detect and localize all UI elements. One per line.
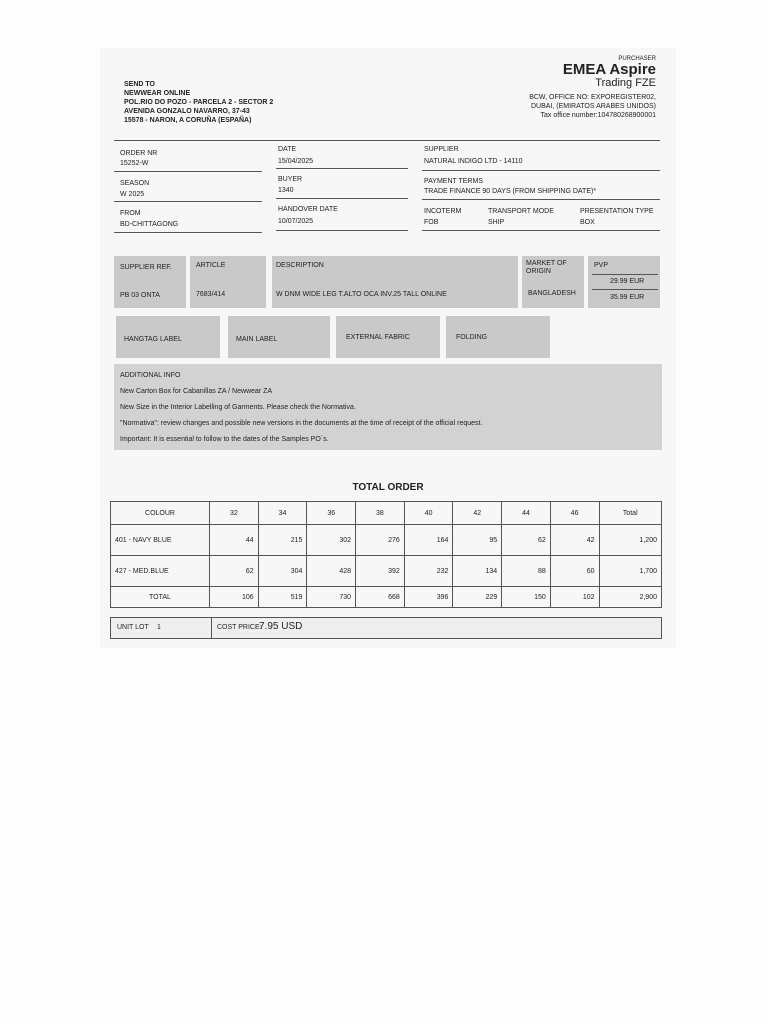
external-fabric-label: EXTERNAL FABRIC bbox=[346, 334, 410, 341]
additional-info-line2: New Size in the Interior Labelling of Garments. Please check the Normativa. bbox=[120, 404, 356, 411]
table-header-row bbox=[111, 502, 662, 525]
purchaser-tax: Tax office number:104780268900001 bbox=[540, 112, 656, 119]
pvp-value-2: 35.99 EUR bbox=[610, 294, 645, 301]
pvp-value-1: 29.99 EUR bbox=[610, 278, 645, 285]
send-to-line4: 15578 - NARON, A CORUÑA (ESPAÑA) bbox=[124, 117, 252, 124]
additional-info-line4: Important: It is essential to follow to the dates of the Samples PO´s. bbox=[120, 436, 329, 443]
supplier-ref-value: PB 03 ONTA bbox=[120, 292, 160, 299]
table-header-cell: 34 bbox=[258, 502, 307, 525]
table-cell: 95 bbox=[453, 525, 502, 556]
table-cell: 106 bbox=[210, 587, 259, 608]
table-cell: 668 bbox=[356, 587, 405, 608]
origin-label: MARKET OF ORIGIN bbox=[526, 260, 567, 275]
table-cell: 62 bbox=[502, 525, 551, 556]
handover-value: 10/07/2025 bbox=[278, 218, 314, 225]
additional-info-line1: New Carton Box for Cabanillas ZA / Newwear ZA bbox=[120, 388, 273, 395]
table-cell: 229 bbox=[453, 587, 502, 608]
table-cell: 519 bbox=[258, 587, 307, 608]
date-value: 15/04/2025 bbox=[278, 158, 314, 165]
table-cell: 276 bbox=[356, 525, 405, 556]
buyer-value: 1340 bbox=[278, 187, 294, 194]
total-order-title: TOTAL ORDER bbox=[352, 482, 424, 493]
origin-value: BANGLADESH bbox=[528, 290, 576, 297]
table-cell: 62 bbox=[210, 556, 259, 587]
table-cell: 232 bbox=[404, 556, 453, 587]
purchaser-block bbox=[529, 56, 656, 120]
table-cell: 302 bbox=[307, 525, 356, 556]
cost-row bbox=[110, 617, 662, 639]
table-header-cell: COLOUR bbox=[111, 502, 210, 525]
incoterm-value: FOB bbox=[424, 219, 439, 226]
table-cell: 428 bbox=[307, 556, 356, 587]
table-cell: 60 bbox=[550, 556, 599, 587]
table-header-cell: 44 bbox=[502, 502, 551, 525]
table-cell: 401 - NAVY BLUE bbox=[111, 525, 210, 556]
from-label: FROM bbox=[120, 210, 141, 217]
divider bbox=[422, 230, 660, 231]
description-value: W DNM WIDE LEG T.ALTO OCA INV.25 TALL ONLINE bbox=[276, 291, 447, 298]
additional-info-line3: "Normativa": review changes and possible new versions in the documents at the time of receipt of the official request. bbox=[120, 420, 483, 427]
purchaser-address1: BCW, OFFICE NO: EXPOREGISTER02, bbox=[529, 94, 656, 101]
table-row bbox=[111, 525, 662, 556]
incoterm-label: INCOTERM bbox=[424, 208, 462, 215]
article-value: 7683/414 bbox=[196, 291, 226, 298]
order-nr-value: 15252-W bbox=[120, 160, 149, 167]
purchaser-subtitle: Trading FZE bbox=[595, 77, 656, 89]
send-to-line1: NEWWEAR ONLINE bbox=[124, 90, 191, 97]
folding-label: FOLDING bbox=[456, 334, 488, 341]
total-order-table bbox=[110, 501, 662, 608]
cost-price-value: 7.95 USD bbox=[259, 621, 303, 632]
additional-info bbox=[120, 368, 482, 448]
table-cell: 396 bbox=[404, 587, 453, 608]
table-cell: 304 bbox=[258, 556, 307, 587]
from-value: BD-CHITTAGONG bbox=[120, 221, 179, 228]
divider bbox=[211, 618, 212, 638]
table-cell: 164 bbox=[404, 525, 453, 556]
table-cell: 215 bbox=[258, 525, 307, 556]
purchaser-address2: DUBAI, (EMIRATOS ARABES UNIDOS) bbox=[531, 103, 656, 110]
table-cell: 44 bbox=[210, 525, 259, 556]
table-header-cell: 32 bbox=[210, 502, 259, 525]
table-total-row bbox=[111, 587, 662, 608]
article-label: ARTICLE bbox=[196, 262, 226, 269]
main-label: MAIN LABEL bbox=[236, 336, 278, 343]
divider bbox=[592, 289, 658, 290]
table-cell: 1,700 bbox=[599, 556, 662, 587]
send-to-block bbox=[124, 80, 273, 125]
table-cell: 88 bbox=[502, 556, 551, 587]
pvp-label: PVP bbox=[594, 262, 609, 269]
purchase-order-document bbox=[100, 48, 676, 648]
buyer-label: BUYER bbox=[278, 176, 303, 183]
payment-value: TRADE FINANCE 90 DAYS (FROM SHIPPING DATE)* bbox=[424, 188, 597, 195]
payment-label: PAYMENT TERMS bbox=[424, 178, 483, 185]
table-cell: 150 bbox=[502, 587, 551, 608]
divider bbox=[276, 230, 408, 231]
description-label: DESCRIPTION bbox=[276, 262, 324, 269]
unit-lot-value: 1 bbox=[157, 624, 161, 631]
table-row bbox=[111, 556, 662, 587]
transport-label: TRANSPORT MODE bbox=[488, 208, 554, 215]
supplier-ref-label: SUPPLIER REF. bbox=[120, 264, 172, 271]
presentation-value: BOX bbox=[580, 219, 595, 226]
table-header-cell: Total bbox=[599, 502, 662, 525]
divider bbox=[276, 168, 408, 169]
send-to-label: SEND TO bbox=[124, 81, 155, 88]
table-cell: 102 bbox=[550, 587, 599, 608]
divider bbox=[276, 198, 408, 199]
divider bbox=[114, 232, 262, 233]
cost-price-label: COST PRICE: bbox=[217, 624, 262, 631]
date-label: DATE bbox=[278, 146, 297, 153]
table-cell: TOTAL bbox=[111, 587, 210, 608]
table-cell: 42 bbox=[550, 525, 599, 556]
divider bbox=[114, 171, 262, 172]
send-to-line2: POL.RIO DO POZO - PARCELA 2 - SECTOR 2 bbox=[124, 99, 274, 106]
supplier-value: NATURAL INDIGO LTD - 14110 bbox=[424, 158, 523, 165]
table-cell: 134 bbox=[453, 556, 502, 587]
table-cell: 1,200 bbox=[599, 525, 662, 556]
table-cell: 392 bbox=[356, 556, 405, 587]
table-cell: 427 - MED.BLUE bbox=[111, 556, 210, 587]
season-label: SEASON bbox=[120, 180, 150, 187]
table-cell: 2,900 bbox=[599, 587, 662, 608]
hangtag-label: HANGTAG LABEL bbox=[124, 336, 182, 343]
presentation-label: PRESENTATION TYPE bbox=[580, 208, 654, 215]
season-value: W 2025 bbox=[120, 191, 145, 198]
purchaser-company: EMEA Aspire bbox=[562, 61, 656, 78]
unit-lot-label: UNIT LOT bbox=[117, 624, 149, 631]
additional-info-title: ADDITIONAL INFO bbox=[120, 372, 181, 379]
handover-label: HANDOVER DATE bbox=[278, 206, 338, 213]
table-header-cell: 38 bbox=[356, 502, 405, 525]
table-header-cell: 36 bbox=[307, 502, 356, 525]
divider bbox=[422, 170, 660, 171]
table-header-cell: 42 bbox=[453, 502, 502, 525]
divider bbox=[114, 140, 660, 141]
send-to-line3: AVENIDA GONZALO NAVARRO, 37-43 bbox=[124, 108, 250, 115]
table-cell: 730 bbox=[307, 587, 356, 608]
divider bbox=[422, 199, 660, 200]
divider bbox=[592, 274, 658, 275]
purchaser-label: PURCHASER bbox=[618, 56, 656, 62]
supplier-label: SUPPLIER bbox=[424, 146, 459, 153]
table-header-cell: 46 bbox=[550, 502, 599, 525]
table-header-cell: 40 bbox=[404, 502, 453, 525]
order-nr-label: ORDER NR bbox=[120, 150, 158, 157]
transport-value: SHIP bbox=[488, 219, 505, 226]
divider bbox=[114, 201, 262, 202]
